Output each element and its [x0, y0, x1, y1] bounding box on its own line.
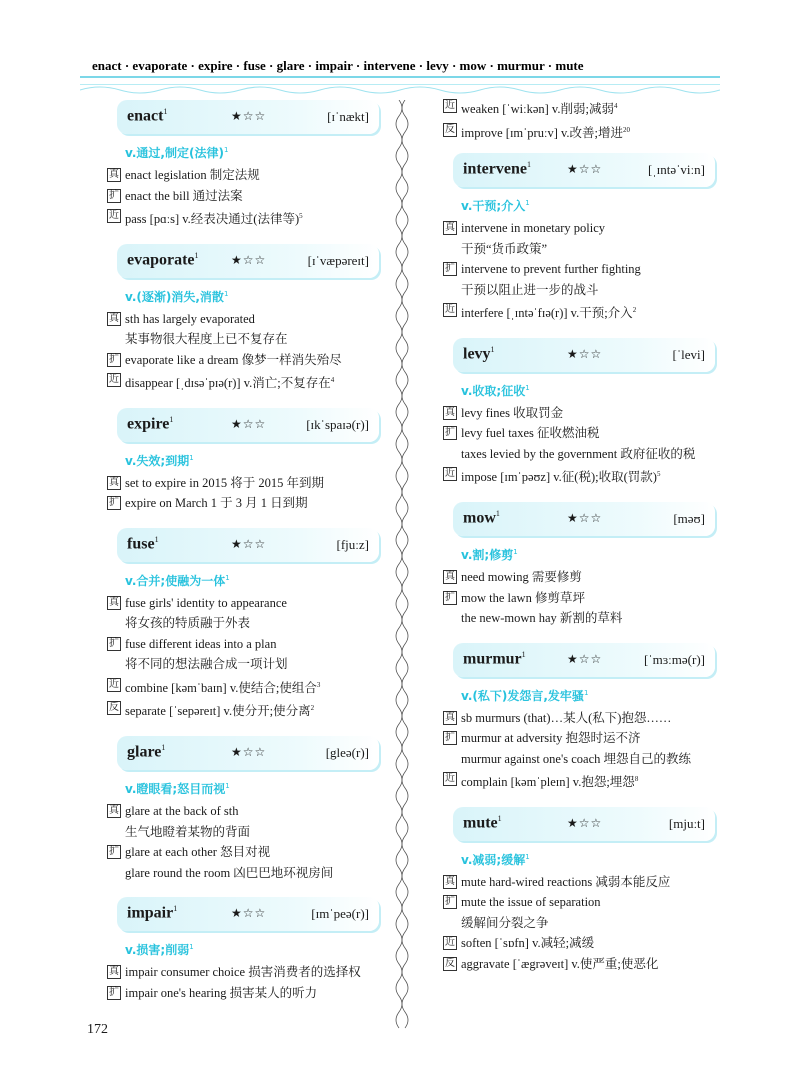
phonetic: [ɪˈnækt] [327, 109, 369, 124]
definition-text: v.干预;介入 [461, 199, 526, 214]
example-line [443, 588, 718, 609]
headword-text: evaporate [127, 250, 195, 268]
entry-mow [443, 502, 718, 643]
headword-superscript: 1 [521, 649, 526, 659]
label-tag-icon: 真 [445, 711, 455, 723]
example-text: 干预“货币政策” [461, 241, 548, 256]
example-text: sth has largely evaporated [125, 311, 255, 326]
headword-text: mow [463, 509, 496, 527]
frequency-superscript: 5 [656, 470, 661, 479]
frequency-superscript: 5 [299, 212, 303, 220]
star-rating-icon: ★☆☆ [567, 651, 603, 666]
label-tag-icon: 近 [445, 304, 455, 316]
headword-superscript: 1 [163, 107, 168, 116]
example-line [107, 842, 382, 863]
headword-box [117, 736, 379, 770]
example-line [443, 954, 718, 975]
example-line [107, 675, 382, 699]
headword-text: levy [463, 345, 491, 363]
phonetic: [fjuːz] [336, 536, 369, 552]
example-line [443, 608, 718, 629]
example-text: soften [ˈsɒfn] v.减轻;减缓 [461, 936, 595, 951]
label-tag-icon: 近 [109, 374, 119, 386]
right-column [443, 100, 718, 988]
label-tag-icon: 真 [445, 406, 455, 418]
label-tag-icon: 反 [445, 957, 455, 969]
label-tag-icon: 扩 [109, 637, 119, 649]
example-text: pass [pɑːs] v.经表决通过(法律等) [125, 212, 300, 227]
headword-box [117, 100, 379, 134]
headword-superscript: 1 [194, 250, 199, 260]
example-text: intervene to prevent further fighting [461, 262, 641, 277]
example-line [443, 120, 718, 144]
label-tag-icon: 扩 [445, 732, 455, 744]
label-tag-icon: 近 [109, 678, 119, 690]
example-line [107, 329, 382, 350]
example-text: taxes levied by the government 政府征收的税 [461, 446, 696, 461]
headword-superscript: 1 [154, 534, 159, 544]
example-text: levy fines 收取罚金 [461, 405, 564, 420]
definition-text: v.减弱;缓解 [461, 852, 526, 867]
example-text: fuse girls' identity to appearance [125, 595, 287, 610]
example-line [443, 423, 718, 444]
page-number: 172 [87, 1022, 108, 1037]
label-tag-icon: 扩 [445, 591, 455, 603]
definition-superscript: 1 [189, 943, 194, 952]
definition-text: v.(逐渐)消失,消散 [125, 289, 224, 304]
entry-intervene [443, 153, 718, 338]
example-line [107, 801, 382, 822]
running-header: enact · evaporate · expire · fuse · glare · impair · intervene · levy · mow · murmur · mute [92, 58, 584, 73]
headword-text: fuse [127, 535, 155, 553]
entry-mute [443, 807, 718, 989]
entry-levy [443, 338, 718, 502]
headword-superscript: 1 [526, 160, 531, 170]
example-line [107, 186, 382, 207]
example-text: disappear [ˌdɪsəˈpɪə(r)] v.消亡;不复存在 [125, 376, 331, 391]
example-text: evaporate like a dream 像梦一样消失殆尽 [125, 352, 342, 367]
definition [125, 780, 382, 797]
entry-fuse [107, 528, 382, 736]
headword-text: impair [127, 904, 174, 922]
example-line [107, 654, 382, 675]
frequency-superscript: 4 [613, 102, 618, 110]
entry-murmur [443, 643, 718, 807]
headword [127, 251, 199, 269]
headword-box [453, 153, 715, 187]
headword-superscript: 1 [495, 509, 500, 519]
example-text: glare at the back of sth [125, 804, 239, 819]
example-text: 生气地瞪着某物的背面 [125, 824, 251, 839]
example-line [443, 300, 718, 324]
phonetic: [ˈmɜːmə(r)] [643, 651, 705, 667]
label-tag-icon: 近 [109, 210, 119, 221]
headword-text: intervene [463, 160, 527, 178]
label-tag-icon: 真 [109, 966, 119, 978]
definition [461, 382, 718, 399]
example-line [107, 822, 382, 843]
example-line [443, 749, 718, 770]
example-line [443, 464, 718, 488]
example-line [107, 370, 382, 394]
left-column [107, 100, 382, 1017]
example-line [443, 769, 718, 793]
definition-superscript: 1 [225, 782, 230, 791]
example-text: sb murmurs (that)…某人(私下)抱怨…… [461, 710, 672, 725]
entry-evaporate [107, 244, 382, 408]
definition [125, 452, 382, 469]
headword-box [453, 643, 715, 677]
label-tag-icon: 扩 [109, 846, 119, 858]
example-line [443, 708, 718, 729]
example-text: levy fuel taxes 征收燃油税 [461, 426, 600, 441]
headword-box [453, 338, 715, 372]
example-text: aggravate [ˈægrəveɪt] v.使严重;使恶化 [461, 956, 659, 971]
definition-text: v.损害;削弱 [125, 943, 190, 958]
definition [461, 197, 718, 214]
example-line [443, 933, 718, 954]
example-text: 将不同的想法融合成一项计划 [125, 657, 288, 672]
example-line [443, 259, 718, 280]
example-text: glare at each other 怒目对视 [125, 845, 271, 860]
frequency-superscript: 2 [632, 306, 637, 315]
label-tag-icon: 扩 [109, 353, 119, 365]
definition [461, 851, 718, 868]
label-tag-icon: 近 [445, 937, 455, 949]
continued-entry-impair [443, 96, 718, 153]
example-text: complain [kəmˈpleɪn] v.抱怨;埋怨 [461, 775, 635, 790]
headword [127, 107, 167, 125]
frequency-superscript: 4 [330, 376, 335, 385]
definition [461, 687, 718, 704]
headword [127, 535, 159, 553]
definition [125, 288, 382, 305]
star-rating-icon: ★☆☆ [231, 416, 267, 431]
example-text: fuse different ideas into a plan [125, 636, 277, 651]
label-tag-icon: 近 [445, 100, 455, 111]
example-text: need mowing 需要修剪 [461, 570, 582, 585]
label-tag-icon: 真 [445, 875, 455, 887]
example-text: the new-mown hay 新割的草料 [461, 611, 623, 626]
definition-superscript: 1 [189, 453, 194, 462]
definition-text: v.失效;到期 [125, 453, 190, 468]
header-wave-decoration [80, 84, 720, 96]
label-tag-icon: 反 [109, 702, 119, 714]
label-tag-icon: 真 [445, 222, 455, 234]
example-text: 干预以阻止进一步的战斗 [461, 282, 599, 297]
example-text: 某事物很大程度上已不复存在 [125, 332, 288, 347]
definition-superscript: 1 [525, 199, 530, 208]
example-line [107, 473, 382, 494]
example-line [107, 493, 382, 514]
definition-superscript: 1 [513, 548, 518, 557]
label-tag-icon: 真 [109, 169, 119, 180]
phonetic: [ɪkˈspaɪə(r)] [306, 416, 369, 432]
example-line [107, 350, 382, 371]
example-line [443, 403, 718, 424]
headword-box [117, 897, 379, 931]
column-divider [395, 100, 409, 1030]
definition-text: v.割;修剪 [461, 548, 514, 563]
example-line [443, 444, 718, 465]
label-tag-icon: 扩 [109, 497, 119, 509]
example-text: enact the bill 通过法案 [125, 188, 243, 203]
headword-box [453, 807, 715, 841]
label-tag-icon: 扩 [109, 189, 119, 201]
definition [125, 144, 382, 161]
example-line [107, 983, 382, 1004]
example-line [107, 634, 382, 655]
star-rating-icon: ★☆☆ [231, 906, 267, 921]
headword-box [453, 502, 715, 536]
definition-superscript: 1 [225, 573, 230, 582]
example-text: interfere [ˌɪntəˈfɪə(r)] v.干预;介入 [461, 306, 633, 321]
headword-superscript: 1 [161, 743, 166, 753]
headword [463, 160, 531, 178]
example-text: enact legislation 制定法规 [125, 168, 260, 182]
entry-enact [107, 100, 382, 244]
headword [463, 509, 500, 527]
label-tag-icon: 扩 [445, 263, 455, 275]
example-line [443, 239, 718, 260]
example-line [443, 872, 718, 893]
headword-superscript: 1 [497, 813, 502, 823]
headword-superscript: 1 [490, 344, 495, 354]
label-tag-icon: 近 [445, 468, 455, 480]
example-text: set to expire in 2015 将于 2015 年到期 [125, 475, 324, 490]
frequency-superscript: 20 [623, 125, 631, 134]
definition-superscript: 1 [525, 383, 530, 392]
definition-superscript: 1 [525, 852, 530, 861]
example-line [443, 96, 718, 120]
label-tag-icon: 扩 [445, 896, 455, 908]
star-rating-icon: ★☆☆ [567, 346, 603, 361]
example-text: impair one's hearing 损害某人的听力 [125, 985, 318, 1000]
label-tag-icon: 近 [445, 773, 455, 785]
example-text: murmur at adversity 抱怨时运不济 [461, 731, 641, 746]
example-line [443, 280, 718, 301]
star-rating-icon: ★☆☆ [231, 536, 267, 551]
star-rating-icon: ★☆☆ [567, 511, 603, 526]
definition [461, 546, 718, 563]
headword-text: expire [127, 415, 170, 433]
example-line [107, 613, 382, 634]
headword-box [117, 528, 379, 562]
example-text: murmur against one's coach 埋怨自己的教练 [461, 751, 691, 766]
label-tag-icon: 真 [109, 312, 119, 324]
example-text: weaken [ˈwiːkən] v.削弱;减弱 [461, 102, 614, 117]
label-tag-icon: 扩 [109, 986, 119, 998]
example-text: improve [ɪmˈpruːv] v.改善;增进 [461, 125, 624, 140]
definition [125, 941, 382, 958]
example-text: impose [ɪmˈpəʊz] v.征(税);收取(罚款) [461, 470, 657, 485]
example-text: intervene in monetary policy [461, 221, 606, 236]
example-line [107, 863, 382, 884]
phonetic: [məʊ] [673, 511, 705, 527]
example-text: 缓解间分裂之争 [461, 915, 549, 930]
example-line [107, 206, 382, 230]
star-rating-icon: ★☆☆ [567, 815, 603, 830]
star-rating-icon: ★☆☆ [231, 252, 267, 267]
definition-superscript: 1 [223, 289, 229, 298]
label-tag-icon: 真 [109, 596, 119, 608]
label-tag-icon: 反 [445, 123, 455, 135]
definition-superscript: 1 [223, 146, 229, 154]
definition-text: v.收取;征收 [461, 383, 526, 398]
example-text: mute hard-wired reactions 减弱本能反应 [461, 874, 671, 889]
example-line [107, 962, 382, 983]
phonetic: [gleə(r)] [325, 745, 369, 761]
definition-text: v.合并;使融为一体 [125, 573, 226, 588]
example-text: glare round the room 凶巴巴地环视房间 [125, 865, 334, 880]
example-line [443, 218, 718, 239]
label-tag-icon: 真 [109, 805, 119, 817]
headword [463, 345, 495, 363]
headword-superscript: 1 [169, 414, 174, 424]
headword-text: enact [127, 107, 164, 125]
headword-superscript: 1 [173, 904, 178, 914]
example-text: mute the issue of separation [461, 895, 601, 910]
headword-box [117, 244, 379, 278]
phonetic: [ˌɪntəˈviːn] [647, 162, 705, 178]
example-text: 将女孩的特质融于外表 [125, 616, 251, 631]
headword-text: murmur [463, 649, 522, 667]
example-text: separate [ˈsepəreɪt] v.使分开;使分离 [125, 704, 311, 719]
star-rating-icon: ★☆☆ [231, 109, 267, 123]
star-rating-icon: ★☆☆ [567, 162, 603, 177]
definition [125, 572, 382, 589]
example-line [443, 728, 718, 749]
headword [463, 814, 502, 832]
frequency-superscript: 2 [310, 704, 315, 713]
example-text: impair consumer choice 损害消费者的选择权 [125, 965, 361, 980]
headword [127, 415, 173, 433]
phonetic: [ɪmˈpeə(r)] [311, 906, 369, 922]
entry-expire [107, 408, 382, 528]
example-line [443, 913, 718, 934]
headword [127, 904, 177, 922]
definition-text: v.通过,制定(法律) [125, 146, 224, 160]
definition-superscript: 1 [583, 688, 589, 697]
example-text: expire on March 1 于 3 月 1 日到期 [125, 496, 308, 511]
example-line [107, 593, 382, 614]
label-tag-icon: 扩 [445, 427, 455, 439]
phonetic: [mjuːt] [668, 815, 705, 831]
entry-glare [107, 736, 382, 897]
example-text: combine [kəmˈbaɪn] v.使结合;使组合 [125, 680, 317, 695]
example-text: mow the lawn 修剪草坪 [461, 590, 585, 605]
frequency-superscript: 3 [316, 680, 321, 689]
frequency-superscript: 8 [634, 775, 639, 784]
example-line [443, 567, 718, 588]
example-line [107, 698, 382, 722]
definition-text: v.瞪眼看;怒目而视 [125, 782, 226, 797]
label-tag-icon: 真 [445, 571, 455, 583]
example-line [107, 309, 382, 330]
example-line [443, 892, 718, 913]
example-line [107, 165, 382, 186]
headword [127, 743, 165, 761]
entry-impair [107, 897, 382, 1017]
phonetic: [ˈlevi] [672, 346, 705, 362]
phonetic: [ɪˈvæpəreɪt] [307, 252, 369, 268]
headword-text: mute [463, 814, 498, 832]
headword-box [117, 408, 379, 442]
headword-text: glare [127, 743, 162, 761]
label-tag-icon: 真 [109, 476, 119, 488]
star-rating-icon: ★☆☆ [231, 745, 267, 760]
definition-text: v.(私下)发怨言,发牢骚 [461, 688, 584, 703]
headword [463, 650, 526, 668]
